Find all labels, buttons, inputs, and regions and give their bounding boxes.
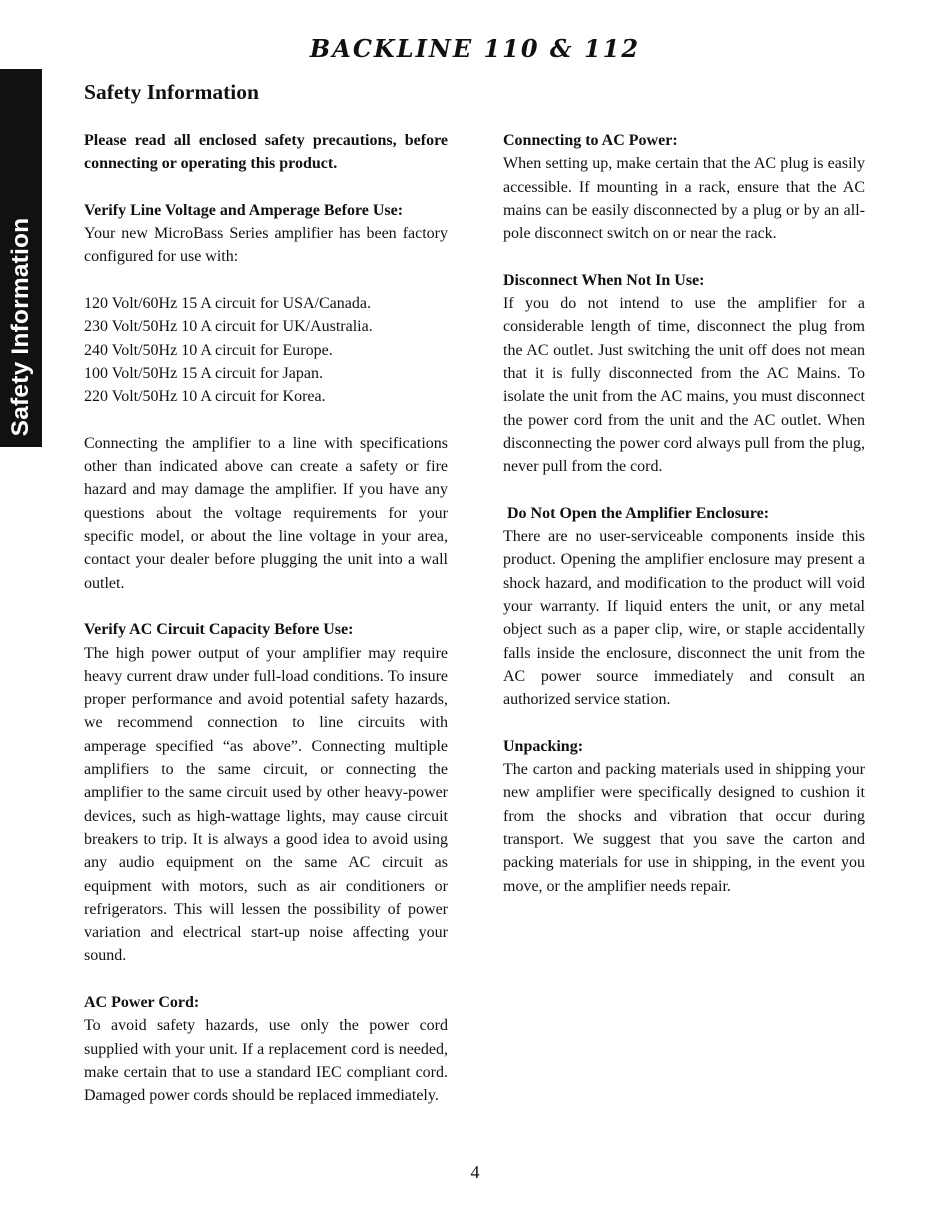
connecting-power-section <box>503 129 865 245</box>
disconnect-section <box>503 269 865 479</box>
intro-section <box>84 129 448 176</box>
verify-voltage-heading: Verify Line Voltage and Amperage Before Use: <box>84 201 404 219</box>
voltage-warning-text: Connecting the amplifier to a line with specifications other than indicated above can create a safety or fire hazard and may damage the amplifier. If you have any questions about the voltage requirements for your specific model, or about the line voltage in your area, contact your dealer before plugging the unit into a wall outlet. <box>84 434 448 592</box>
power-cord-body: To avoid safety hazards, use only the power cord supplied with your unit. If a replacement cord is needed, make certain that to use a standard IEC compliant cord. Damaged power cords should be replaced immediately. <box>84 1017 448 1105</box>
right-column <box>503 129 865 921</box>
verify-circuit-body: The high power output of your amplifier may require heavy current draw under full-load conditions. To insure proper performance and avoid potential safety hazards, we recommend connection to line circuits with amperage specified “as above”. Connecting multiple amplifiers to the same circuit, or connecting the amplifier to the same circuit used by other heavy-power devices, such as high-wattage lights, may cause circuit breakers to trip. It is always a good idea to avoid using any audio equipment on the same AC circuit as equipment with motors, such as air conditioners or refrigerators. This will lessen the possibility of power variation and electrical start-up noise affecting your sound. <box>84 644 448 965</box>
side-tab <box>0 69 42 447</box>
power-cord-section <box>84 991 448 1107</box>
enclosure-section <box>503 502 865 712</box>
disconnect-body: If you do not intend to use the amplifier for a considerable length of time, disconnect the plug from the AC outlet. Just switching the unit off does not mean that it is fully disconnected from the AC Mains. To isolate the unit from the AC mains, you must disconnect the power cord from the unit and the AC outlet. When disconnecting the power cord always pull from the plug, never pull from the cord. <box>503 295 865 476</box>
header-title: BACKLINE 110 & 112 <box>309 34 641 63</box>
page-title: Safety Information <box>84 80 259 104</box>
verify-voltage-body: Your new MicroBass Series amplifier has been factory configured for use with: <box>84 225 448 266</box>
verify-circuit-heading: Verify AC Circuit Capacity Before Use: <box>84 621 354 639</box>
intro-text: Please read all enclosed safety precautions, before connecting or operating this product. <box>84 132 448 173</box>
enclosure-body: There are no user-serviceable components inside this product. Opening the amplifier enclosure may present a shock hazard, and modification to the product will void your warranty. If liquid enters the unit, or any metal object such as a paper clip, wire, or staple accidentally falls inside the enclosure, disconnect the unit from the AC power source immediately and consult an authorized service station. <box>503 528 865 709</box>
unpacking-body: The carton and packing materials used in shipping your new amplifier were specifically designed to cushion it from the shocks and vibration that occur during transport. We suggest that you save the carton and packing materials for use in shipping, in the event you move, or the amplifier needs repair. <box>503 761 865 895</box>
power-cord-heading: AC Power Cord: <box>84 993 200 1011</box>
connecting-power-heading: Connecting to AC Power: <box>503 132 678 149</box>
list-item: 100 Volt/50Hz 15 A circuit for Japan. <box>84 364 323 382</box>
verify-circuit-section <box>84 618 448 967</box>
side-tab-label: Safety Information <box>7 217 34 437</box>
unpacking-section <box>503 735 865 898</box>
page-number: 4 <box>470 1162 480 1182</box>
list-item: 240 Volt/50Hz 10 A circuit for Europe. <box>84 341 333 359</box>
voltage-warning-section <box>84 432 448 595</box>
list-item: 120 Volt/60Hz 15 A circuit for USA/Canada. <box>84 295 371 313</box>
list-item: 220 Volt/50Hz 10 A circuit for Korea. <box>84 388 326 406</box>
connecting-power-body: When setting up, make certain that the AC plug is easily accessible. If mounting in a rack, ensure that the AC mains can be easily disconnected by a plug or by an all-pole disconnect switch on or near the rack. <box>503 155 865 243</box>
disconnect-heading: Disconnect When Not In Use: <box>503 271 705 289</box>
unpacking-heading: Unpacking: <box>503 737 584 755</box>
list-item: 230 Volt/50Hz 10 A circuit for UK/Australia. <box>84 318 373 336</box>
voltage-list <box>84 292 448 408</box>
left-column <box>84 129 448 1131</box>
verify-voltage-section <box>84 199 448 269</box>
enclosure-heading: Do Not Open the Amplifier Enclosure: <box>503 504 770 522</box>
